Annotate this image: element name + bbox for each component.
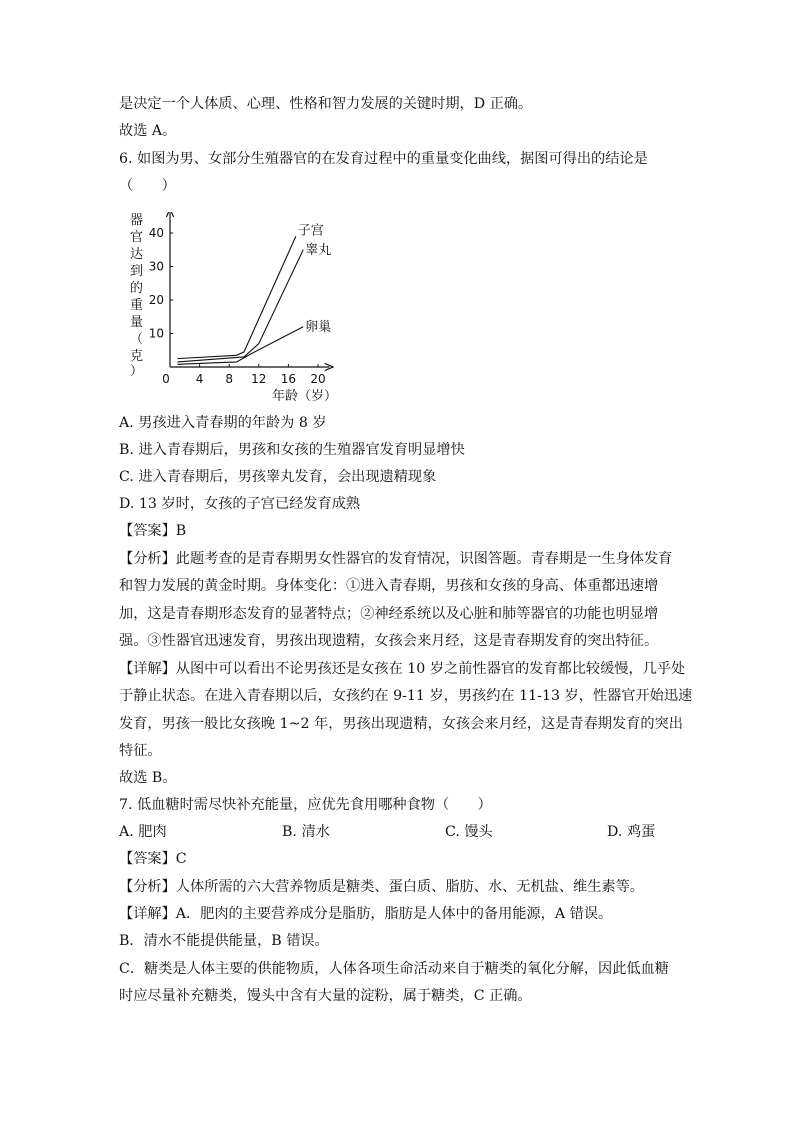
detail-line: 发育，男孩一般比女孩晚 1~2 年，男孩出现遗精，女孩会来月经，这是青春期发育的突出	[119, 716, 683, 732]
x-tick-label: 4	[195, 372, 204, 386]
option-c: C. 馒头	[445, 824, 493, 840]
detail-line: 【详解】从图中可以看出不论男孩还是女孩在 10 岁之前性器官的发育都比较缓慢，几乎处	[119, 661, 686, 677]
option-a: A. 男孩进入青春期的年龄为 8 岁	[119, 415, 327, 431]
analysis-line: 和智力发展的黄金时期。身体变化：①进入青春期，男孩和女孩的身高、体重都迅速增	[119, 578, 659, 594]
y-tick-label: 20	[148, 293, 164, 307]
option-c: C. 进入青春期后，男孩睾丸发育，会出现遗精现象	[119, 469, 437, 485]
option-d: D. 鸡蛋	[607, 824, 656, 840]
series-label: 睾丸	[305, 242, 332, 258]
text-line: 是决定一个人体质、心理、性格和智力发展的关键时期，D 正确。	[119, 96, 533, 112]
y-label-char: 达	[130, 247, 144, 262]
analysis-line: 【分析】此题考查的是青春期男女性器官的发育情况，识图答题。青春期是一生身体发育	[119, 551, 673, 567]
y-label-char: 官	[130, 230, 144, 245]
series-line	[177, 327, 303, 365]
question-6-paren: （ ）	[119, 178, 176, 194]
option-b: B. 清水	[282, 824, 330, 840]
option-d: D. 13 岁时，女孩的子宫已经发育成熟	[119, 496, 361, 512]
series-label: 子宫	[297, 223, 324, 239]
detail-line: 于静止状态。在进入青春期以后，女孩约在 9-11 岁，男孩约在 11-13 岁，性器官开始迅速	[119, 688, 693, 704]
series-line	[177, 250, 303, 362]
y-label-char: 器	[130, 213, 144, 228]
x-axis-label: 年龄（岁）	[272, 389, 338, 404]
y-label-char: 到	[130, 264, 144, 279]
detail-line: 时应尽量补充糖类，馒头中含有大量的淀粉，属于糖类，C 正确。	[119, 988, 532, 1004]
y-label-char: 量	[130, 315, 144, 330]
x-tick-label: 8	[225, 372, 234, 386]
question-6-stem: 6. 如图为男、女部分生殖器官的在发育过程中的重量变化曲线，据图可得出的结论是	[119, 151, 648, 167]
y-label-char: 克	[130, 349, 144, 364]
y-tick-label: 40	[148, 226, 164, 240]
choose-line: 故选 B。	[119, 770, 177, 786]
analysis-line: 强。③性器官迅速发育，男孩出现遗精，女孩会来月经，这是青春期发育的突出特征。	[119, 633, 659, 649]
weight-chart	[126, 212, 356, 408]
option-a: A. 肥肉	[119, 824, 167, 840]
detail-line: B．清水不能提供能量，B 错误。	[119, 933, 329, 949]
detail-line: C．糖类是人体主要的供能物质，人体各项生命活动来自于糖类的氧化分解，因此低血糖	[119, 961, 669, 977]
series-label: 卵巢	[305, 319, 332, 335]
answer: 【答案】C	[119, 851, 187, 867]
x-tick-label: 16	[280, 372, 297, 386]
y-tick-label: 30	[148, 259, 164, 274]
x-tick-label: 20	[310, 372, 326, 386]
y-label-char: 的	[130, 281, 144, 296]
answer: 【答案】B	[119, 523, 187, 539]
analysis-line: 【分析】人体所需的六大营养物质是糖类、蛋白质、脂肪、水、无机盐、维生素等。	[119, 879, 644, 895]
y-label-char: ）	[130, 364, 144, 379]
y-tick-label: 10	[148, 326, 164, 341]
x-tick-label: 12	[251, 372, 267, 386]
detail-line: 特征。	[119, 743, 162, 759]
y-label-char: 重	[130, 298, 144, 313]
question-7-stem: 7. 低血糖时需尽快补充能量，应优先食用哪种食物（ ）	[119, 797, 492, 813]
y-label-char: （	[130, 332, 144, 347]
chart-series	[177, 223, 331, 364]
x-tick-label: 0	[162, 372, 170, 386]
text-line: 故选 A。	[119, 123, 177, 139]
analysis-line: 加，这是青春期形态发育的显著特点；②神经系统以及心脏和肺等器官的功能也明显增	[119, 606, 659, 622]
detail-line: 【详解】A．肥肉的主要营养成分是脂肪，脂肪是人体中的备用能源，A 错误。	[119, 906, 613, 922]
question-7-options	[119, 822, 679, 842]
option-b: B. 进入青春期后，男孩和女孩的生殖器官发育明显增快	[119, 442, 465, 458]
